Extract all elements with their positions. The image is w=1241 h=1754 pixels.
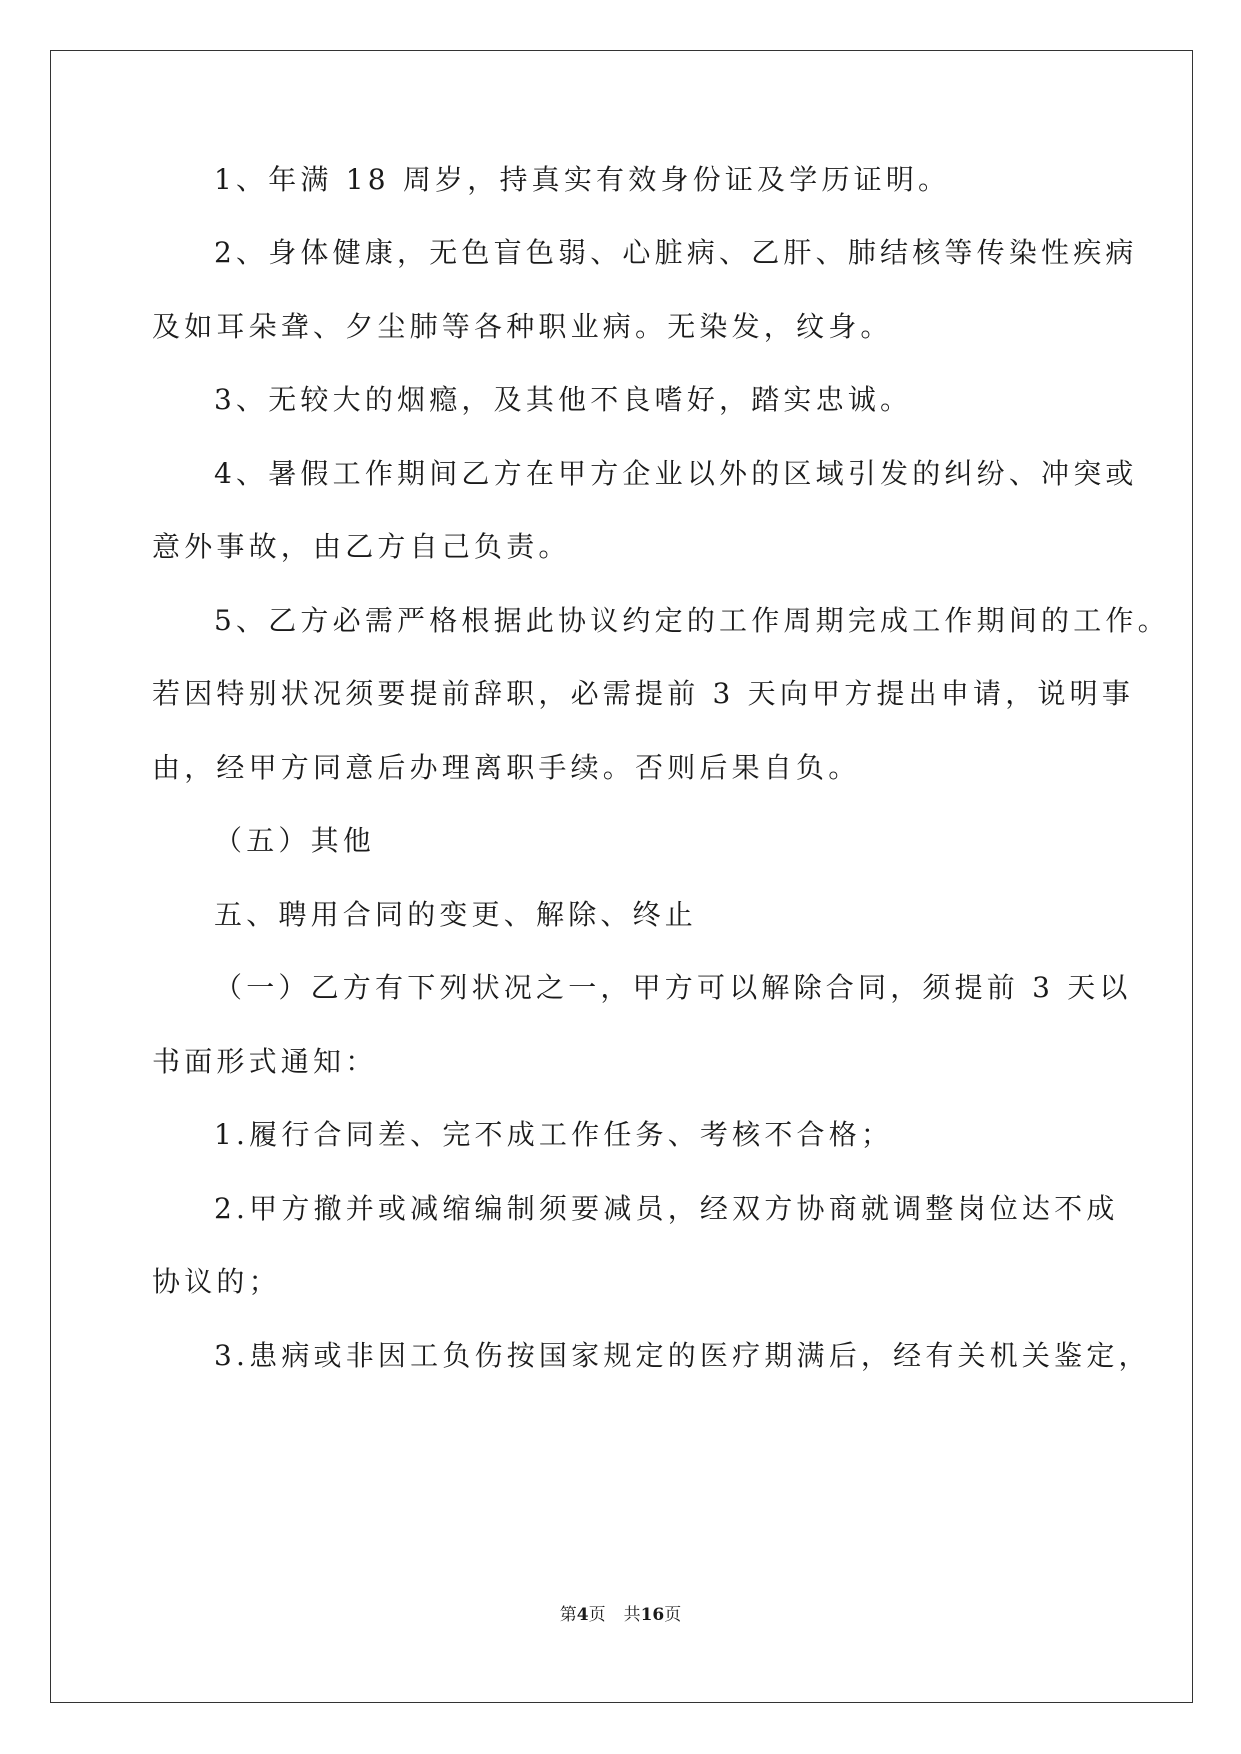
paragraph-line: （一）乙方有下列状况之一，甲方可以解除合同，须提前 3 天以 <box>214 971 1132 1004</box>
footer-page-unit: 页 <box>588 1605 606 1625</box>
paragraph-line: 4、暑假工作期间乙方在甲方企业以外的区域引发的纠纷、冲突或 <box>214 457 1138 490</box>
paragraph-line: 2、身体健康，无色盲色弱、心脏病、乙肝、肺结核等传染性疾病 <box>214 236 1138 269</box>
section-heading: （五）其他 <box>214 824 376 857</box>
page-footer <box>0 1603 1241 1627</box>
page-border <box>50 50 1193 1703</box>
list-item: 3.患病或非因工负伤按国家规定的医疗期满后，经有关机关鉴定， <box>214 1339 1151 1372</box>
total-pages-number: 16 <box>640 1605 665 1625</box>
paragraph-line: 3、无较大的烟瘾，及其他不良嗜好，踏实忠诚。 <box>214 383 913 416</box>
footer-prefix: 第 <box>559 1605 577 1625</box>
paragraph-line: 5、乙方必需严格根据此协议约定的工作周期完成工作期间的工作。 <box>214 604 1170 637</box>
paragraph-line: 协议的； <box>152 1265 281 1298</box>
paragraph-line: 及如耳朵聋、夕尘肺等各种职业病。无染发，纹身。 <box>152 310 893 343</box>
current-page-number: 4 <box>576 1605 589 1625</box>
paragraph-line: 1、年满 18 周岁，持真实有效身份证及学历证明。 <box>214 163 951 196</box>
footer-total-prefix: 共 <box>623 1605 641 1625</box>
list-item: 1.履行合同差、完不成工作任务、考核不合格； <box>214 1118 894 1151</box>
paragraph-line: 由，经甲方同意后办理离职手续。否则后果自负。 <box>152 751 861 784</box>
section-heading: 五、聘用合同的变更、解除、终止 <box>214 898 698 931</box>
paragraph-line: 若因特别状况须要提前辞职，必需提前 3 天向甲方提出申请，说明事 <box>152 677 1135 710</box>
list-item: 2.甲方撤并或减缩编制须要减员，经双方协商就调整岗位达不成 <box>214 1192 1119 1225</box>
paragraph-line: 意外事故，由乙方自己负责。 <box>152 530 571 563</box>
paragraph-line: 书面形式通知： <box>152 1045 378 1078</box>
footer-total-unit: 页 <box>664 1605 682 1625</box>
